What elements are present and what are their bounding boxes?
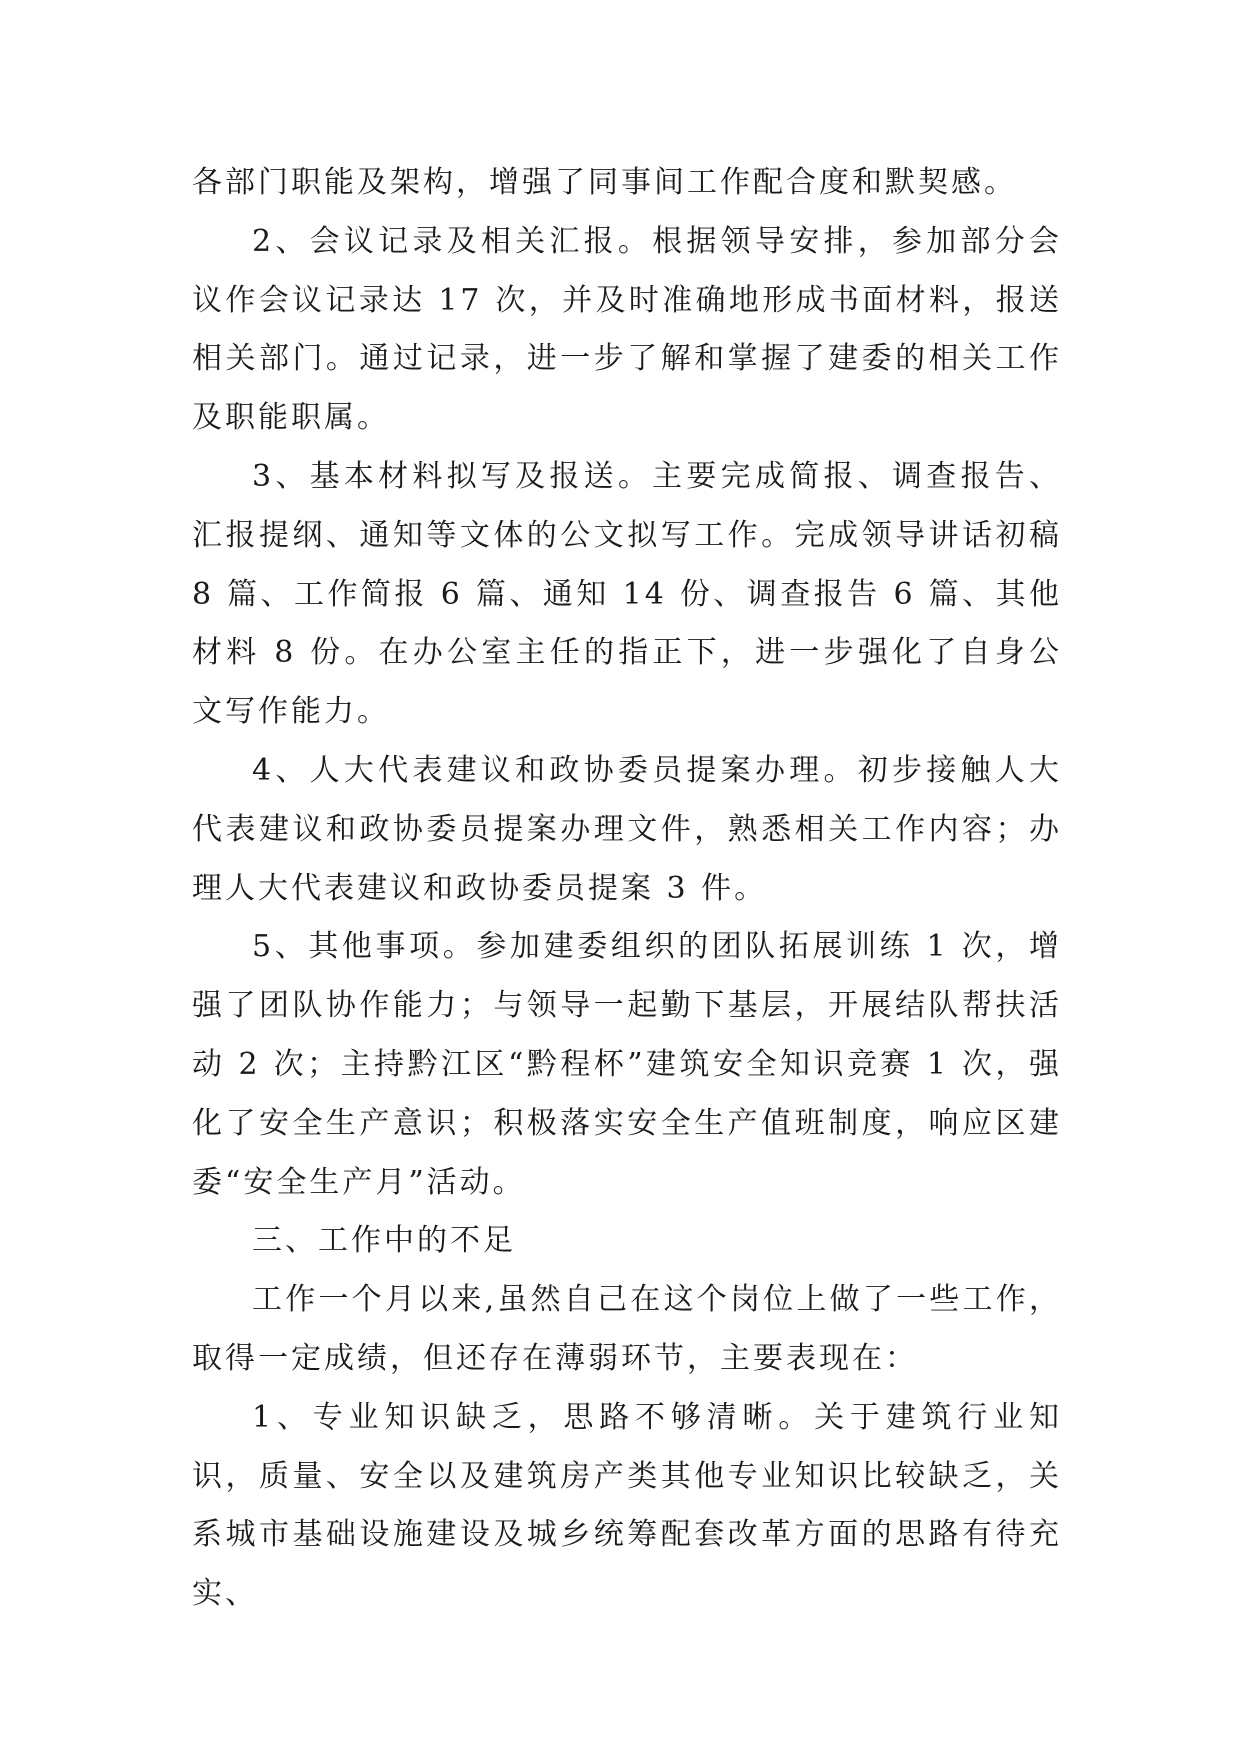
- paragraph-materials-drafting: 3、基本材料拟写及报送。主要完成简报、调查报告、汇报提纲、通知等文体的公文拟写工作。完成领导讲话初稿 8 篇、工作简报 6 篇、通知 14 份、调查报告 6 篇、其他材料 8 份。在办公室主任的指正下，进一步强化了自身公文写作能力。: [192, 458, 1062, 730]
- document-body: [192, 154, 1062, 1624]
- paragraph-continuation: 各部门职能及架构，增强了同事间工作配合度和默契感。: [192, 165, 1017, 200]
- section-heading-shortcomings: 三、工作中的不足: [252, 1223, 516, 1259]
- paragraph-proposals-handling: 4、人大代表建议和政协委员提案办理。初步接触人大代表建议和政协委员提案办理文件，熟悉相关工作内容；办理人大代表建议和政协委员提案 3 件。: [192, 752, 1062, 906]
- paragraph-knowledge-lacking: 1、专业知识缺乏，思路不够清晰。关于建筑行业知识，质量、安全以及建筑房产类其他专业知识比较缺乏，关系城市基础设施建设及城乡统筹配套改革方面的思路有待充实、: [192, 1399, 1062, 1612]
- paragraph-other-matters: 5、其他事项。参加建委组织的团队拓展训练 1 次，增强了团队协作能力；与领导一起勤下基层，开展结队帮扶活动 2 次；主持黔江区“黔程杯”建筑安全知识竞赛 1 次，强化了安全生产意识；积极落实安全生产值班制度，响应区建委“安全生产月”活动。: [192, 929, 1062, 1200]
- paragraph-shortcomings-intro: 工作一个月以来,虽然自己在这个岗位上做了一些工作，取得一定成绩，但还存在薄弱环节，主要表现在：: [192, 1282, 1062, 1376]
- paragraph-meeting-records: 2、会议记录及相关汇报。根据领导安排，参加部分会议作会议记录达 17 次，并及时准确地形成书面材料，报送相关部门。通过记录，进一步了解和掌握了建委的相关工作及职能职属。: [192, 223, 1062, 436]
